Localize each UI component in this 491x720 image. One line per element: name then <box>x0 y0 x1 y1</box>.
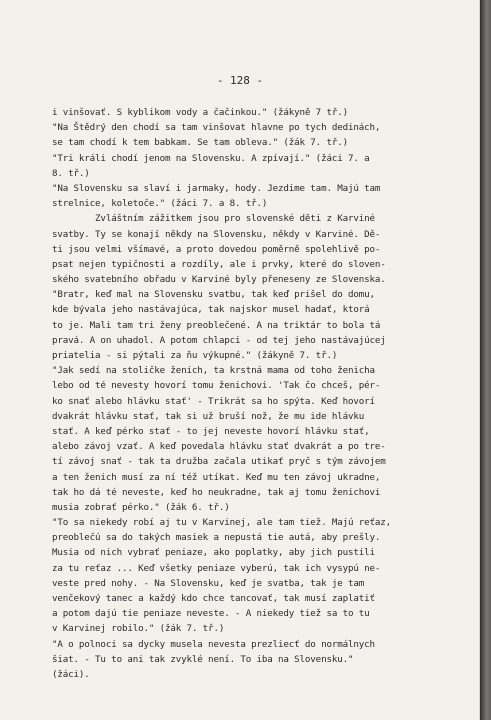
text-line: alebo závoj vzať. A keď povedala hlávku stať dvakrát a po tre- <box>52 441 386 453</box>
text-line: ko snať alebo hlávku stať' - Trikrát sa ho spýta. Keď hovorí <box>52 395 375 407</box>
text-line: to je. Mali tam tri ženy preoblečené. A na triktár to bola tá <box>52 319 381 331</box>
text-line: venčekový tanec a každý kdo chce tancovať, tak musí zaplatiť <box>52 593 375 604</box>
text-line: svatby. Ty se konají někdy na Slovensku, někdy v Karviné. Dě- <box>52 228 381 240</box>
text-line: lebo od té nevesty hovorí tomu ženichovi. 'Tak čo chceš, pér- <box>52 380 381 392</box>
text-line: a ten ženich musí za ní též utíkat. Keď mu ten závoj ukradne, <box>52 471 381 483</box>
text-line: Musia od nich vybrať peniaze, ako poplatky, aby jich pustili <box>52 547 375 559</box>
text-line: se tam chodí k tem babkam. Se tam obleva." (žák 7. tř.) <box>52 137 348 149</box>
text-line: tak ho dá té neveste, keď ho neukradne, tak aj tomu ženichovi <box>52 486 381 498</box>
text-line: preoblečú sa do takých masiek a nepustá tie autá, aby prešly. <box>52 532 381 544</box>
text-line: ti jsou velmi všímavé, a proto dovedou poměrně spolehlivě po- <box>52 243 381 255</box>
text-line: veste pred nohy. - Na Slovensku, keď je svatba, tak je tam <box>52 577 365 589</box>
text-line: "Na Štědrý den chodí sa tam vinšovat hlavne po tych dedinách, <box>52 122 381 134</box>
text-line: "To sa niekedy robí aj tu v Karvinej, ale tam tiež. Majú reťaz, <box>52 517 392 529</box>
text-line: "Bratr, keď mal na Slovensku svatbu, tak keď prišel do domu, <box>52 289 375 301</box>
text-line: i vinšovať. S kyblikom vody a čačinkou." (žákyně 7 tř.) <box>52 107 348 118</box>
text-line: musia zobrať pérko." (žák 6. tř.) <box>52 501 230 513</box>
text-line: tí závoj snať - tak ta družba začala utikať pryč s tým závojem <box>52 456 386 468</box>
page-body-text <box>52 105 472 682</box>
text-line: za tu reťaz ... Keď všetky peniaze vyberú, tak ich vysypú ne- <box>52 562 381 574</box>
text-line: dvakrát hlávku stať, tak si už bruší nož, že mu ide hlávku <box>52 410 365 422</box>
text-line: kde bývala jeho nastávajúca, tak najskor musel hadať, ktorá <box>52 304 370 316</box>
text-line: v Karvinej robilo." (žák 7. tř.) <box>52 623 225 635</box>
text-line: pravá. A on uhadol. A potom chlapci - od tej jeho nastávajúcej <box>52 334 386 346</box>
text-line: 8. tř.) <box>52 167 90 179</box>
page-number: - 128 - <box>216 74 264 87</box>
page-edge <box>480 0 491 720</box>
text-line: Zvláštním zážitkem jsou pro slovenské děti z Karviné <box>52 213 375 225</box>
text-line: "A o polnoci sa dycky musela nevesta prezliecť do normálnych <box>52 638 375 650</box>
text-line: šiat. - Tu to ani tak zvyklé není. To iba na Slovensku." <box>52 653 354 665</box>
text-line: strelnice, koletoče." (žáci 7. a 8. tř.) <box>52 198 268 210</box>
text-line: stať. A keď pérko stať - to jej neveste hovorí hlávku stať, <box>52 425 370 437</box>
text-line: (žáci). <box>52 668 90 680</box>
text-line: "Na Slovensku sa slaví i jarmaky, hody. Jezdime tam. Majú tam <box>52 182 381 194</box>
text-line: priatelia - si pýtali za ňu výkupné." (žákyně 7. tř.) <box>52 350 338 361</box>
text-line: a potom dajú tie peniaze neveste. - A niekedy tiež sa to tu <box>52 608 370 620</box>
text-line: psat nejen typičnosti a rozdíly, ale i prvky, které do sloven- <box>52 258 386 270</box>
text-line: "Jak sedí na stoličke ženich, ta krstná mama od toho ženicha <box>52 365 375 377</box>
text-line: "Tri králi chodí jenom na Slovensku. A zpívají." (žáci 7. a <box>52 152 370 164</box>
text-line: ského svatebního obřadu v Karviné byly přeneseny ze Slovenska. <box>52 274 386 286</box>
